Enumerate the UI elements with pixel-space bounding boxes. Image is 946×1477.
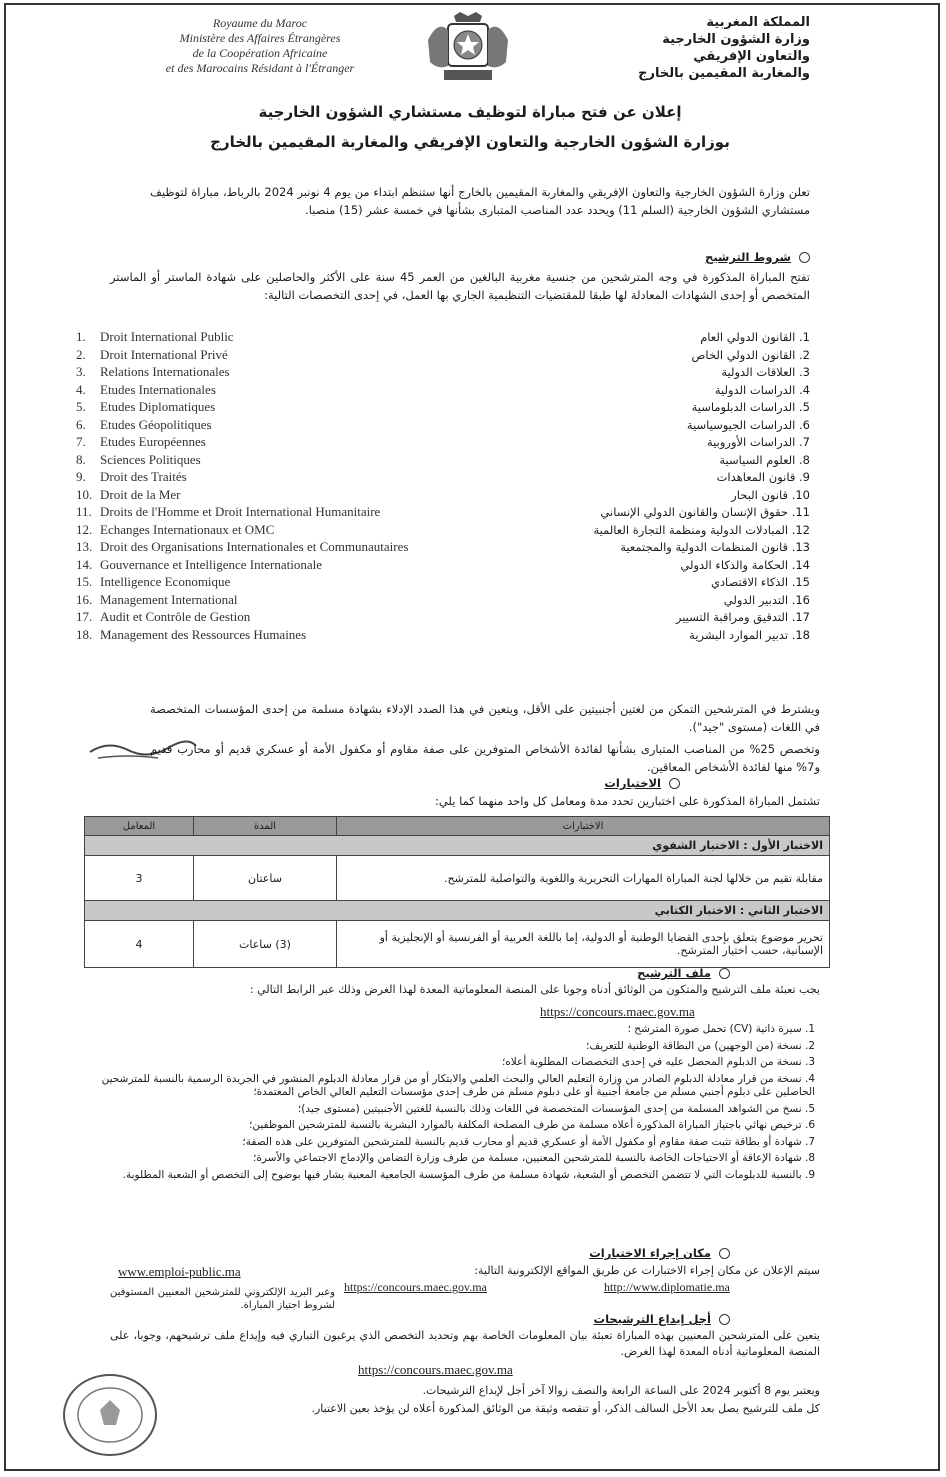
list-number: 7.: [76, 434, 86, 449]
list-number: 11.: [76, 504, 92, 519]
list-number: 4.: [795, 382, 810, 397]
list-item: [76, 608, 546, 626]
list-item: [76, 346, 546, 364]
list-item: [76, 468, 546, 486]
list-item: [540, 452, 810, 470]
final-note: كل ملف للترشيح يصل بعد الأجل السالف الذكر، أو تنقصه وثيقة من الوثائق المذكورة أعلاه لن يؤخذ بعين الاعتبار.: [311, 1402, 820, 1415]
list-number: 6.: [795, 417, 810, 432]
specialty-fr: Droit International Privé: [100, 346, 228, 362]
list-item: [76, 486, 546, 504]
bullet-icon: [719, 1314, 730, 1325]
list-number: 9.: [795, 470, 810, 484]
list-item: [540, 347, 810, 365]
list-item: [540, 504, 810, 522]
specialty-ar: المبادلات الدولية ومنظمة التجارة العالمية: [593, 522, 789, 537]
list-number: 7.: [795, 435, 810, 449]
table-row: [85, 856, 830, 901]
list-item: [76, 433, 546, 451]
list-item: [540, 574, 810, 592]
list-item: [76, 591, 546, 609]
list-number: 10.: [76, 486, 93, 502]
exams-heading-text: الاختبارات: [604, 776, 661, 790]
table-group-row: [85, 836, 830, 856]
specialty-fr: Management des Ressources Humaines: [100, 626, 307, 642]
specialty-ar: القانون الدولي الخاص: [691, 347, 796, 362]
header-ar-line: وزارة الشؤون الخارجية: [662, 32, 810, 47]
list-number: 15.: [788, 575, 810, 589]
specialty-fr: Audit et Contrôle de Gestion: [100, 609, 251, 624]
intro-paragraph: تعلن وزارة الشؤون الخارجية والتعاون الإفريقي والمغاربة المقيمين بالخارج أنها ستنظم ابتداء من يوم 4 نونبر 2024 بالرباط، مباراة لتوظيف مستشاري الشؤون الخارجية (السلم 11) ويحدد عدد المناصب المتبارى بشأنها في خمسة عشر (15) منصبا.: [150, 185, 811, 217]
diplomatie-link[interactable]: http://www.diplomatie.ma: [604, 1280, 730, 1294]
list-item: [540, 539, 810, 557]
deadline-heading: [560, 1312, 730, 1326]
deadline-heading-text: أجل إيداع الترشيحات: [593, 1312, 711, 1326]
announcement-subtitle: بوزارة الشؤون الخارجية والتعاون الإفريقي والمغاربة المقيمين بالخارج: [210, 133, 730, 151]
column-header: المدة: [194, 817, 337, 836]
document-item: 1. سيرة ذاتية (CV) تحمل صورة المترشح ؛: [627, 1023, 815, 1035]
header-ar-line: والتعاون الإفريقي: [693, 49, 810, 64]
specialty-fr: Relations Internationales: [100, 364, 230, 379]
official-stamp-icon: [60, 1370, 160, 1460]
specialty-fr: Sciences Politiques: [100, 451, 201, 467]
document-item: 3. نسخة من الدبلوم المحصل عليه في إحدى التخصصات المطلوبة أعلاه؛: [501, 1056, 815, 1068]
header-fr-line: et des Marocains Résidant à l'Étranger: [165, 61, 355, 75]
deadline-text: يتعين على المترشحين المعنيين بهذه المباراة تعبئة بيان المعلومات الخاصة بهم وتحديد التخصص الذي يرغبون التباري فيه وإيداع ملف ترشيحهم، وجوبا، على المنصة المعلوماتية أدناه المعدة لهذا الغرض.: [110, 1329, 820, 1358]
list-number: 2.: [795, 347, 810, 362]
document-item: 5. نسخ من الشواهد المسلمة من إحدى المؤسسات المتخصصة في اللغات وذلك بالنسبة للغتين الأجنبيتين (مستوى جيد)؛: [297, 1102, 815, 1115]
table-row: [85, 921, 830, 968]
list-item: [76, 538, 546, 556]
place-text-2: وعبر البريد الإلكتروني للمترشحين المعنيين المستوفين لشروط اجتياز المباراة.: [110, 1287, 335, 1311]
specialty-ar: الدراسات الأوروبية: [707, 435, 796, 449]
file-platform-link[interactable]: https://concours.maec.gov.ma: [540, 1004, 695, 1019]
place-heading-text: مكان إجراء الاختبارات: [589, 1246, 711, 1260]
list-item: [76, 416, 546, 434]
specialty-ar: قانون المعاهدات: [716, 470, 796, 484]
specialty-ar: التدبير الدولي: [723, 592, 789, 607]
exams-heading: [560, 776, 680, 790]
header-ar-line: المملكة المغربية: [706, 15, 810, 30]
exam-coefficient: 3: [85, 856, 194, 901]
place-heading: [560, 1246, 730, 1260]
list-item: [540, 522, 810, 540]
table-header-row: [85, 817, 830, 836]
specialty-ar: الحكامة والذكاء الدولي: [680, 557, 789, 572]
exams-table: [84, 816, 830, 968]
list-item: [540, 399, 810, 417]
conditions-heading-text: شروط الترشيح: [705, 250, 791, 264]
header-ar-line: والمغاربة المقيمين بالخارج: [638, 66, 810, 81]
conditions-heading: [560, 250, 810, 264]
specialties-ar-list: [540, 329, 810, 644]
list-number: 12.: [76, 521, 93, 537]
list-item: [76, 328, 546, 346]
list-item: [76, 363, 546, 381]
file-heading: [580, 966, 730, 980]
specialties-fr-list: [76, 328, 546, 643]
bullet-icon: [719, 968, 730, 979]
header-fr: [130, 16, 390, 76]
list-item: [76, 521, 546, 539]
list-number: 14.: [76, 556, 93, 572]
list-item: [76, 381, 546, 399]
list-number: 12.: [788, 522, 810, 537]
specialty-ar: الذكاء الاقتصادي: [710, 575, 789, 589]
exams-intro: تشتمل المباراة المذكورة على اختبارين تحدد مدة ومعامل كل واحد منهما كما يلي:: [434, 794, 820, 808]
specialty-ar: الدراسات الجيوسياسية: [686, 417, 796, 432]
list-item: [540, 329, 810, 347]
list-number: 3.: [795, 365, 810, 379]
header-fr-line: Ministère des Affaires Étrangères: [179, 31, 341, 45]
quota-paragraph: وتخصص 25% من المناصب المتبارى بشأنها لفائدة الأشخاص المتوفرين على صفة مقاوم أو مكفول الأمة أو عسكري قديم أو محارب قديم و7% منها لفائدة الأشخاص المعاقين.: [150, 742, 820, 774]
emploi-public-link[interactable]: www.emploi-public.ma: [118, 1264, 241, 1279]
specialty-ar: العلوم السياسية: [719, 452, 796, 467]
list-number: 9.: [76, 469, 86, 484]
column-header: الاختبارات: [337, 817, 830, 836]
exam-group-label: الاختبار الأول : الاختبار الشفوي: [85, 836, 830, 856]
document-item: 6. ترخيص نهائي باجتياز المباراة المذكورة أعلاه مسلمة من طرف المصلحة المكلفة بالموارد البشرية بالنسبة للمترشحين الموظفين؛: [249, 1119, 815, 1131]
specialty-fr: Gouvernance et Intelligence Internationale: [100, 556, 322, 572]
concours-link[interactable]: https://concours.maec.gov.ma: [344, 1280, 487, 1294]
deadline-date: ويعتبر يوم 8 أكتوبر 2024 على الساعة الرابعة والنصف زوالا آخر أجل لإيداع الترشيحات.: [422, 1384, 820, 1397]
list-number: 2.: [76, 346, 86, 362]
header-fr-line: Royaume du Maroc: [212, 16, 308, 30]
specialty-fr: Etudes Géopolitiques: [100, 416, 212, 432]
conditions-paragraph: تفتح المباراة المذكورة في وجه المترشحين من جنسية مغربية البالغين من العمر 45 سنة على الأكثر والحاصلين على شهادة الماستر أو الماستر المتخصص أو إحدى الشهادات المعادلة لها طبقا للمقتضيات التنظيمية الجاري بها العمل، في إحدى التخصصات التالية:: [110, 270, 810, 302]
file-intro: يجب تعبئة ملف الترشيح والمتكون من الوثائق أدناه وجوبا على المنصة المعلوماتية المعدة لهذا الغرض وذلك عبر الرابط التالي :: [249, 983, 820, 996]
list-number: 6.: [76, 416, 86, 432]
specialty-ar: الدراسات الدولية: [714, 382, 796, 397]
document-item: 4. نسخة من قرار معادلة الدبلوم الصادر من وزارة التعليم العالي والبحث العلمي والابتكار أو من قرار معادلة الدبلوم المنشور في الجريدة الرسمية بالنسبة للمترشحين الحاصلين على دبلوم أجنبي مسلم من جامعة أجنبية أو على دبلوم مسلم من طرف إحدى مؤسسات التعليم العالي الخاص المعتمدة؛: [101, 1072, 815, 1098]
specialty-ar: قانون المنظمات الدولية والمجتمعية: [620, 540, 789, 554]
header-fr-line: de la Coopération Africaine: [192, 46, 328, 60]
list-number: 13.: [788, 540, 810, 554]
list-number: 1.: [795, 330, 810, 344]
list-number: 1.: [76, 329, 86, 344]
bullet-icon: [719, 1248, 730, 1259]
exam-description: مقابلة تقيم من خلالها لجنة المباراة المهارات التحريرية واللغوية والتواصلية للمترشح.: [337, 856, 830, 901]
file-heading-text: ملف الترشيح: [637, 966, 711, 980]
specialty-fr: Droits de l'Homme et Droit International Humanitaire: [100, 504, 381, 519]
list-number: 17.: [788, 610, 810, 624]
exam-coefficient: 4: [85, 921, 194, 968]
list-number: 3.: [76, 364, 86, 379]
list-item: [540, 487, 810, 505]
specialty-fr: Etudes Internationales: [100, 381, 216, 397]
specialty-fr: Droit de la Mer: [100, 486, 181, 502]
specialty-ar: قانون البحار: [731, 487, 789, 502]
list-item: [540, 382, 810, 400]
deadline-platform-link[interactable]: https://concours.maec.gov.ma: [358, 1362, 513, 1377]
list-item: [540, 434, 810, 452]
list-number: 14.: [788, 557, 810, 572]
list-item: [76, 398, 546, 416]
list-item: [540, 364, 810, 382]
list-number: 8.: [76, 451, 86, 467]
list-number: 5.: [76, 399, 86, 414]
list-item: [76, 573, 546, 591]
bullet-icon: [799, 252, 810, 263]
list-item: [540, 557, 810, 575]
specialty-ar: القانون الدولي العام: [700, 330, 796, 344]
table-group-row: [85, 901, 830, 921]
list-number: 17.: [76, 609, 93, 624]
list-number: 16.: [76, 591, 93, 607]
specialty-fr: Echanges Internationaux et OMC: [100, 521, 275, 537]
list-number: 11.: [788, 505, 810, 519]
document-item: 9. بالنسبة للدبلومات التي لا تتضمن التخصص أو الشعبة، شهادة مسلمة من طرف المؤسسة الجامعية المعنية يشار فيها بوضوح إلى التخصص أو الشعبة المطلوبة.: [122, 1168, 815, 1181]
column-header: المعامل: [85, 817, 194, 836]
place-text: سيتم الإعلان عن مكان إجراء الاختبارات عن طريق المواقع الإلكترونية التالية:: [474, 1264, 820, 1277]
exam-group-label: الاختبار الثاني : الاختبار الكتابي: [85, 901, 830, 921]
list-number: 18.: [76, 626, 93, 642]
list-number: 4.: [76, 381, 86, 397]
list-number: 13.: [76, 539, 93, 554]
document-item: 2. نسخة (من الوجهين) من البطاقة الوطنية للتعريف؛: [586, 1039, 815, 1052]
specialty-ar: التدقيق ومراقبة التسيير: [675, 610, 789, 624]
exam-duration: (3) ساعات: [194, 921, 337, 968]
documents-list: [95, 1023, 815, 1185]
list-number: 18.: [788, 627, 810, 642]
header-ar: [560, 14, 810, 82]
document-item: 7. شهادة أو بطاقة تثبت صفة مقاوم أو مكفول الأمة أو عسكري قديم أو محارب قديم بالنسبة للمترشحين المتوفرين على هذه الصفة؛: [242, 1135, 815, 1148]
list-item: [540, 627, 810, 645]
list-number: 10.: [788, 487, 810, 502]
specialty-fr: Droit des Traités: [100, 469, 187, 484]
specialty-fr: Intelligence Economique: [100, 574, 231, 589]
list-number: 15.: [76, 574, 93, 589]
languages-paragraph: ويشترط في المترشحين التمكن من لغتين أجنبيتين على الأقل، ويتعين في هذا الصدد الإدلاء بشهادة مسلمة من إحدى المؤسسات المتخصصة في اللغات (مستوى "جيد").: [150, 702, 820, 734]
exam-duration: ساعتان: [194, 856, 337, 901]
exam-description: تحرير موضوع يتعلق بإحدى القضايا الوطنية أو الدولية، إما باللغة العربية أو الفرنسية أو الإنجليزية أو الإسبانية، حسب اختيار المترشح.: [337, 921, 830, 968]
specialty-ar: تدبير الموارد البشرية: [689, 627, 789, 642]
list-number: 5.: [795, 400, 810, 414]
specialty-fr: Droit International Public: [100, 329, 234, 344]
royal-emblem-icon: [418, 10, 518, 90]
specialty-fr: Management International: [100, 591, 238, 607]
specialty-fr: Etudes Européennes: [100, 434, 206, 449]
list-item: [76, 451, 546, 469]
list-item: [76, 556, 546, 574]
list-item: [540, 592, 810, 610]
list-item: [76, 626, 546, 644]
specialty-ar: العلاقات الدولية: [721, 365, 796, 379]
list-item: [540, 417, 810, 435]
specialty-fr: Droit des Organisations Internationales et Communautaires: [100, 539, 409, 554]
list-item: [540, 469, 810, 487]
announcement-title: إعلان عن فتح مباراة لتوظيف مستشاري الشؤون الخارجية: [258, 103, 682, 121]
list-number: 16.: [788, 592, 810, 607]
specialty-ar: حقوق الإنسان والقانون الدولي الإنساني: [600, 505, 789, 519]
list-item: [540, 609, 810, 627]
specialty-ar: الدراسات الدبلوماسية: [691, 400, 796, 414]
specialty-fr: Etudes Diplomatiques: [100, 399, 216, 414]
list-number: 8.: [795, 452, 810, 467]
bullet-icon: [669, 778, 680, 789]
list-item: [76, 503, 546, 521]
document-item: 8. شهادة الإعاقة أو الاحتياجات الخاصة بالنسبة للمترشحين المعنيين، مسلمة من طرف وزارة التضامن والإدماج الاجتماعي والأسرة؛: [253, 1152, 815, 1164]
